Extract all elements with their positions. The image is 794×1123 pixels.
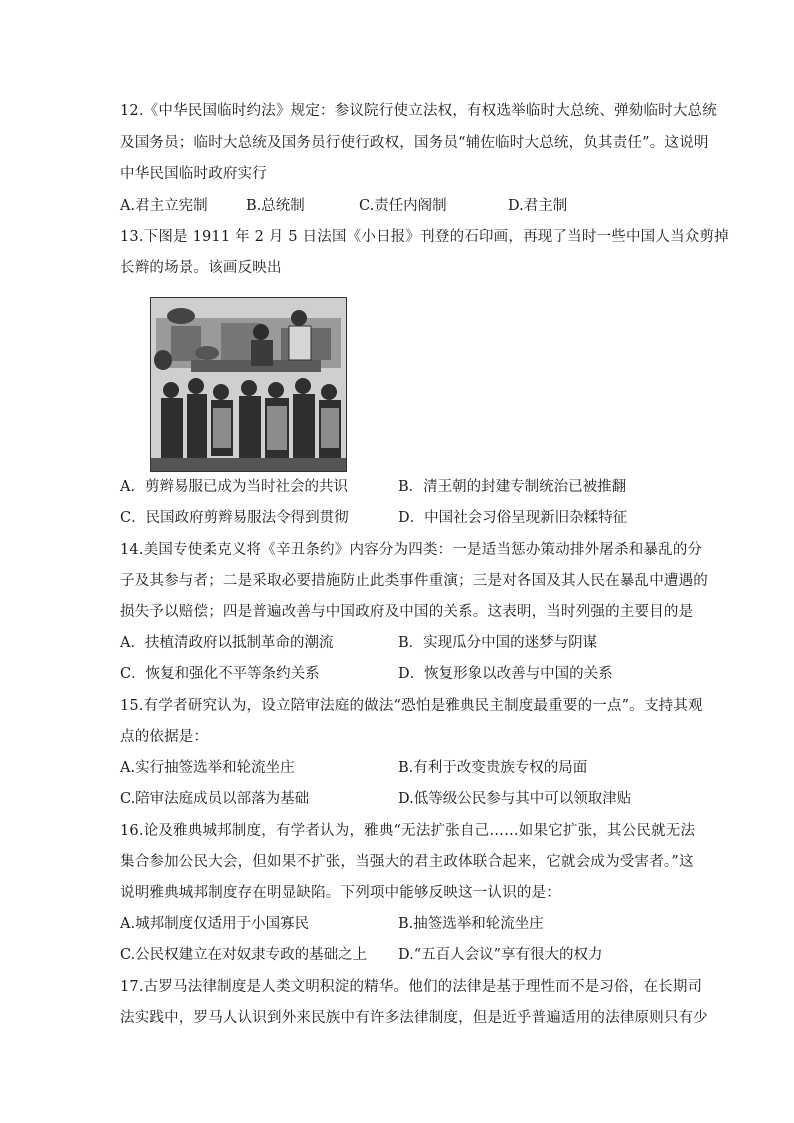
q16-stem-line-1: 16.论及雅典城邦制度，有学者认为，雅典“无法扩张自己……如果它扩张，其公民就无法 xyxy=(120,823,696,839)
q13-stem-line-1: 13.下图是 1911 年 2 月 5 日法国《小日报》刊登的石印画，再现了当时一些中国人当众剪掉 xyxy=(120,229,729,245)
q14-stem-line-3: 损失予以赔偿；四是普遍改善与中国政府及中国的关系。这表明，当时列强的主要目的是 xyxy=(120,604,694,620)
q12-stem-line-3: 中华民国临时政府实行 xyxy=(120,166,267,182)
queue-cutting-lithograph xyxy=(150,297,347,472)
q15-stem-line-1: 15.有学者研究认为，设立陪审法庭的做法“恐怕是雅典民主制度最重要的一点”。支持其观 xyxy=(120,698,703,714)
q16-stem-line-2: 集合参加公民大会，但如果不扩张，当强大的君主政体联合起来，它就会成为受害者。”这 xyxy=(120,854,694,870)
q17-stem-line-1: 17.古罗马法律制度是人类文明积淀的精华。他们的法律是基于理性而不是习俗，在长期司 xyxy=(120,979,703,995)
q16-option-b: B.抽签选举和轮流坐庄 xyxy=(398,916,544,932)
q15-option-d: D.低等级公民参与其中可以领取津贴 xyxy=(398,791,632,807)
q14-option-b: B．实现瓜分中国的迷梦与阴谋 xyxy=(398,635,598,651)
q14-stem-line-1: 14.美国专使柔克义将《辛丑条约》内容分为四类：一是适当惩办策动排外屠杀和暴乱的分 xyxy=(120,542,703,558)
q13-option-d: D．中国社会习俗呈现新旧杂糅特征 xyxy=(398,510,628,526)
q12-option-c: C.责任内阁制 xyxy=(359,198,447,214)
q16-option-d: D.“五百人会议”享有很大的权力 xyxy=(398,947,603,963)
q13-option-c: C．民国政府剪辫易服法令得到贯彻 xyxy=(120,510,349,526)
q14-option-d: D．恢复形象以改善与中国的关系 xyxy=(398,666,613,682)
q16-option-a: A.城邦制度仅适用于小国寡民 xyxy=(120,916,310,932)
q12-option-a: A.君主立宪制 xyxy=(120,198,208,214)
q16-stem-line-3: 说明雅典城邦制度存在明显缺陷。下列项中能够反映这一认识的是： xyxy=(120,885,561,901)
q15-option-b: B.有利于改变贵族专权的局面 xyxy=(398,760,588,776)
q15-option-a: A.实行抽签选举和轮流坐庄 xyxy=(120,760,295,776)
q13-option-b: B．清王朝的封建专制统治已被推翻 xyxy=(398,479,627,495)
q16-option-c: C.公民权建立在对奴隶专政的基础之上 xyxy=(120,947,368,963)
q12-option-d: D.君主制 xyxy=(508,198,568,214)
q13-stem-line-2: 长辫的场景。该画反映出 xyxy=(120,260,282,276)
q17-stem-line-2: 法实践中，罗马人认识到外来民族中有许多法律制度，但是近乎普遍适用的法律原则只有少 xyxy=(120,1010,708,1026)
q14-stem-line-2: 子及其参与者；二是采取必要措施防止此类事件重演；三是对各国及其人民在暴乱中遭遇的 xyxy=(120,573,708,589)
q14-option-c: C．恢复和强化不平等条约关系 xyxy=(120,666,320,682)
q12-stem-line-1: 12.《中华民国临时约法》规定：参议院行使立法权，有权选举临时大总统、弹劾临时大总统 xyxy=(120,103,717,119)
q12-option-b: B.总统制 xyxy=(246,198,305,214)
q13-option-a: A．剪辫易服已成为当时社会的共识 xyxy=(120,479,348,495)
q15-option-c: C.陪审法庭成员以部落为基础 xyxy=(120,791,310,807)
q14-option-a: A．扶植清政府以抵制革命的潮流 xyxy=(120,635,334,651)
q12-stem-line-2: 及国务员；临时大总统及国务员行使行政权，国务员“辅佐临时大总统，负其责任”。这说明 xyxy=(120,135,709,151)
q15-stem-line-2: 点的依据是： xyxy=(120,729,209,745)
